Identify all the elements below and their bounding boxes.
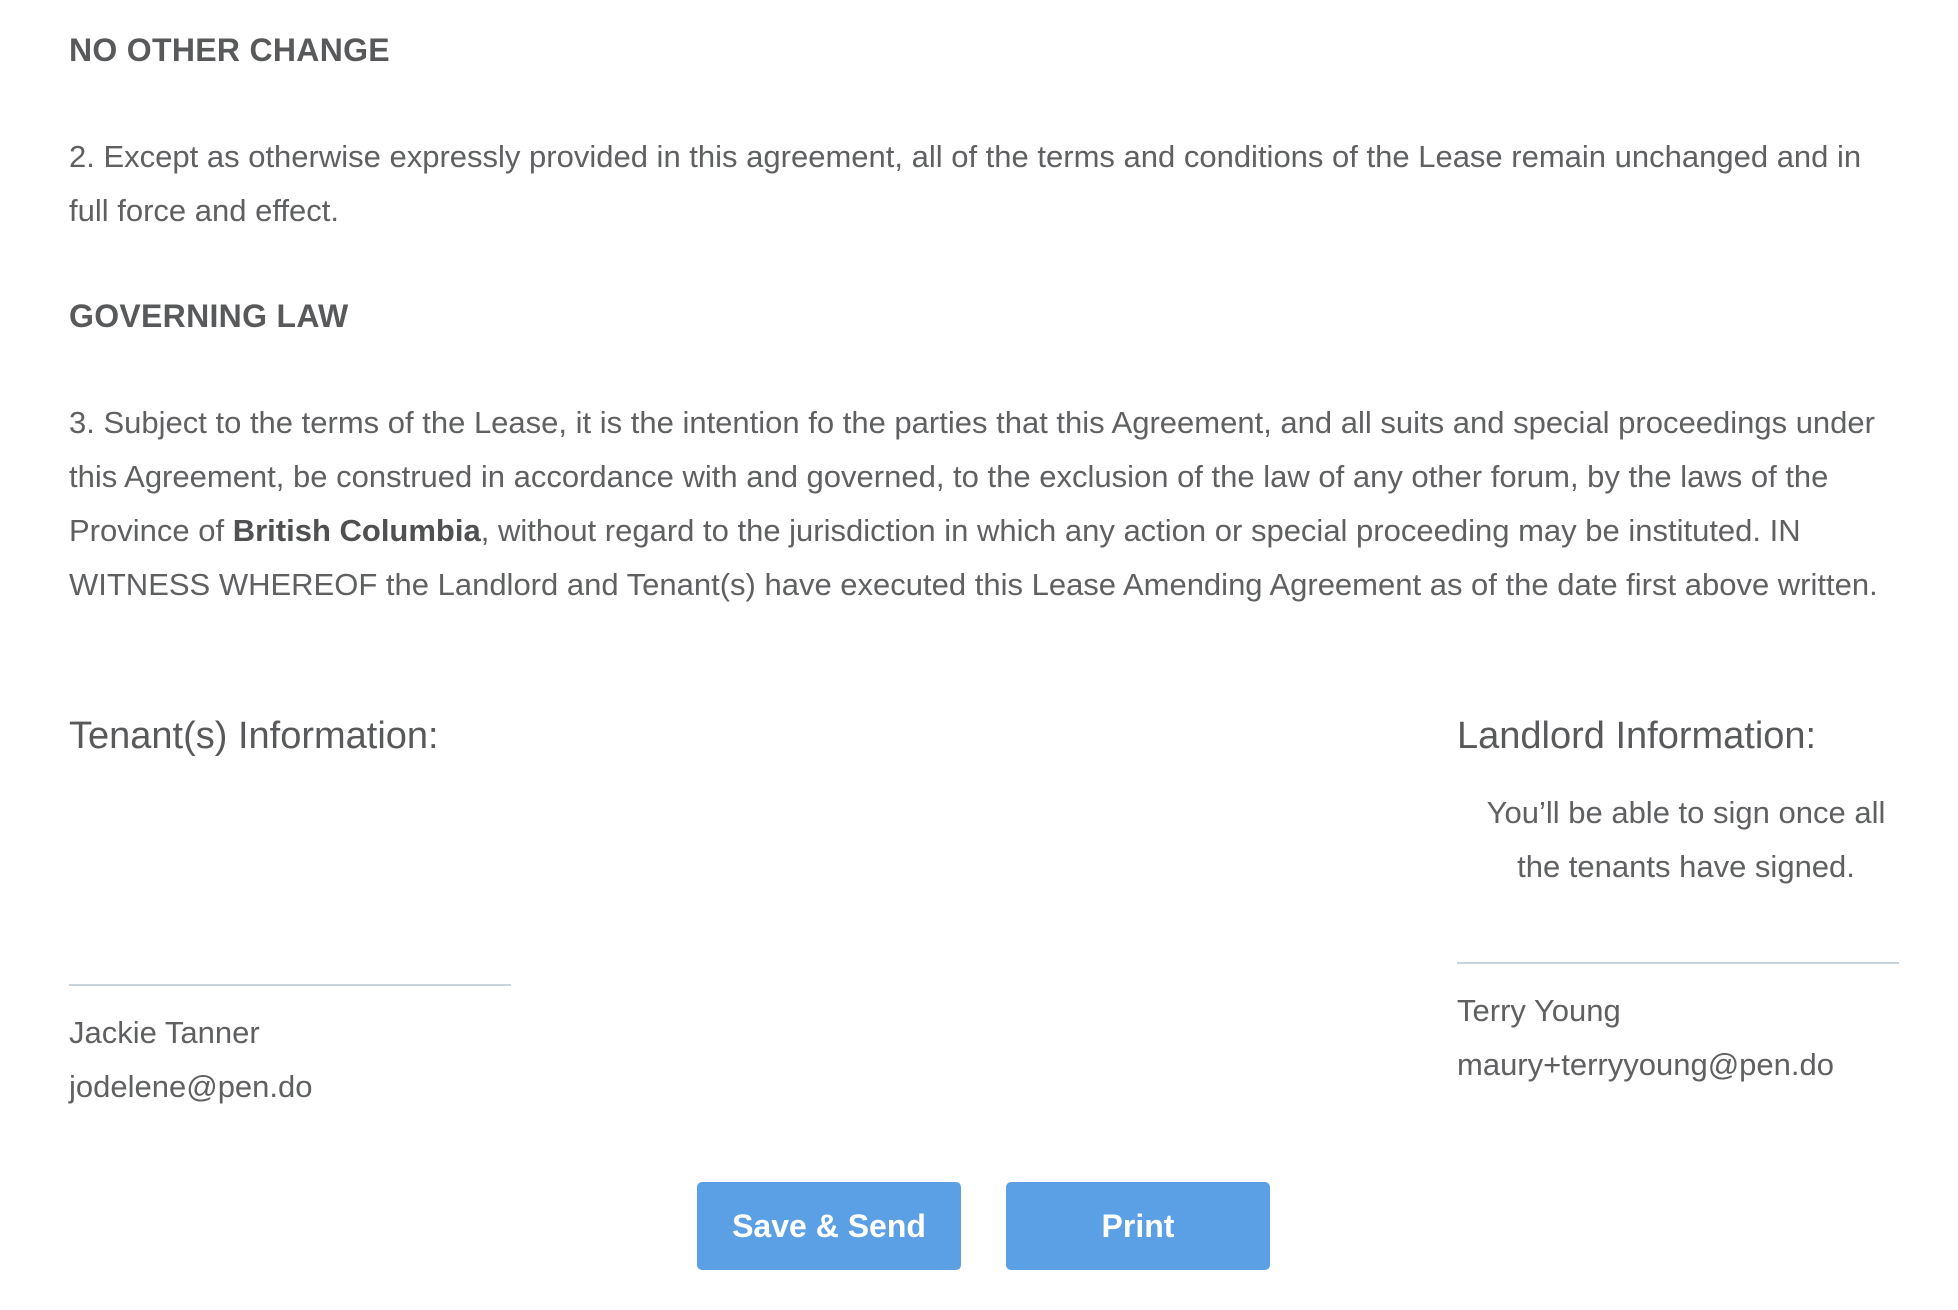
landlord-signature-line <box>1457 962 1899 964</box>
tenant-info-title: Tenant(s) Information: <box>69 715 439 757</box>
no-other-change-clause: 2. Except as otherwise expressly provided in this agreement, all of the terms and conditions of the Lease remain unchanged and in full force and effect. <box>69 139 1862 228</box>
landlord-info-title: Landlord Information: <box>1457 715 1817 757</box>
landlord-name: Terry Young <box>1457 993 1621 1028</box>
print-button[interactable]: Print <box>1006 1182 1270 1270</box>
governing-law-clause <box>69 396 1889 612</box>
province-name: British Columbia <box>232 513 481 548</box>
governing-law-text-before: 3. Subject to the terms of the Lease, it is the intention fo the parties that this Agreement, and all suits and special proceedings under this Agreement, be construed in accordance with and governed, to the exclusion of the law of any other forum, by the laws of the Province of <box>69 405 1875 548</box>
governing-law-text-after: , without regard to the jurisdiction in which any action or special proceeding may be instituted. IN WITNESS WHEREOF the Landlord and Tenant(s) have executed this Lease Amending Agreement as of the date first above written. <box>69 513 1878 602</box>
landlord-sign-notice: You’ll be able to sign once all the tenants have signed. <box>1486 795 1886 884</box>
governing-law-heading: GOVERNING LAW <box>69 298 349 334</box>
save-and-send-button[interactable]: Save & Send <box>697 1182 961 1270</box>
tenant-email: jodelene@pen.do <box>69 1069 313 1104</box>
tenant-name: Jackie Tanner <box>69 1015 260 1050</box>
tenant-signature-line[interactable] <box>69 984 511 986</box>
landlord-email: maury+terryyoung@pen.do <box>1457 1047 1834 1082</box>
no-other-change-heading: NO OTHER CHANGE <box>69 32 390 68</box>
